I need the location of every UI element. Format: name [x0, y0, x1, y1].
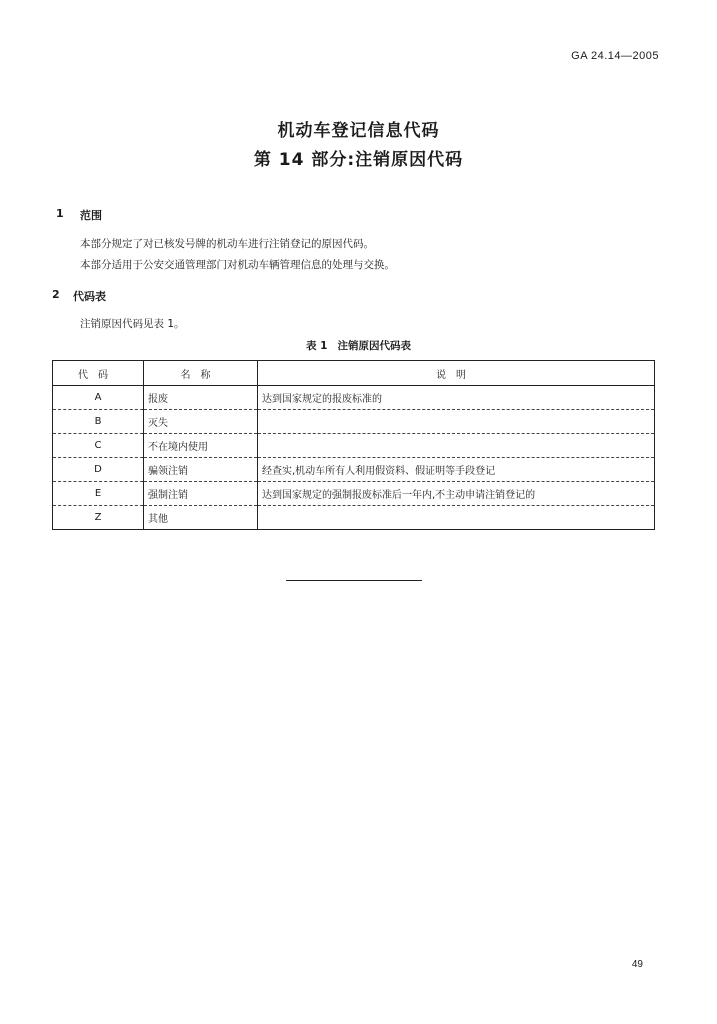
name-cell: 报废 — [144, 386, 258, 410]
standard-number: GA 24.14—2005 — [571, 50, 659, 62]
code-cell: E — [53, 482, 144, 506]
table-caption — [0, 338, 717, 353]
table-row — [53, 386, 655, 410]
end-rule — [286, 580, 422, 581]
section-title: 范围 — [80, 209, 102, 222]
page-number: 49 — [631, 959, 643, 970]
paragraph: 本部分适用于公安交通管理部门对机动车辆管理信息的处理与交换。 — [80, 259, 395, 271]
table-row — [53, 458, 655, 482]
table-row — [53, 506, 655, 530]
name-cell: 灭失 — [144, 410, 258, 434]
document-subtitle: 第 14 部分:注销原因代码 — [253, 150, 464, 170]
section-number: 1 — [56, 207, 64, 220]
column-header-code: 代码 — [53, 361, 144, 386]
description-cell — [258, 410, 655, 434]
name-cell: 骗领注销 — [144, 458, 258, 482]
description-cell — [258, 506, 655, 530]
section-title: 代码表 — [73, 290, 106, 303]
code-cell: C — [53, 434, 144, 458]
table-caption-number: 表 1 — [306, 340, 328, 352]
name-cell: 不在境内使用 — [144, 434, 258, 458]
table-row — [53, 410, 655, 434]
cancellation-code-table — [52, 360, 655, 530]
table-caption-title: 注销原因代码表 — [337, 340, 411, 352]
name-cell: 其他 — [144, 506, 258, 530]
section-number: 2 — [52, 288, 60, 301]
table-row — [53, 434, 655, 458]
name-cell: 强制注销 — [144, 482, 258, 506]
table-row — [53, 482, 655, 506]
table-header-row — [53, 361, 655, 386]
column-header-name: 名称 — [144, 361, 258, 386]
code-cell: B — [53, 410, 144, 434]
document-title: 机动车登记信息代码 — [277, 121, 440, 141]
code-cell: Z — [53, 506, 144, 530]
paragraph: 注销原因代码见表 1。 — [80, 318, 185, 330]
paragraph: 本部分规定了对已核发号牌的机动车进行注销登记的原因代码。 — [80, 238, 374, 250]
description-cell: 达到国家规定的强制报废标准后一年内,不主动申请注销登记的 — [258, 482, 655, 506]
description-cell: 经查实,机动车所有人利用假资料、假证明等手段登记 — [258, 458, 655, 482]
description-cell: 达到国家规定的报废标准的 — [258, 386, 655, 410]
column-header-description: 说明 — [258, 361, 655, 386]
code-cell: D — [53, 458, 144, 482]
code-cell: A — [53, 386, 144, 410]
description-cell — [258, 434, 655, 458]
